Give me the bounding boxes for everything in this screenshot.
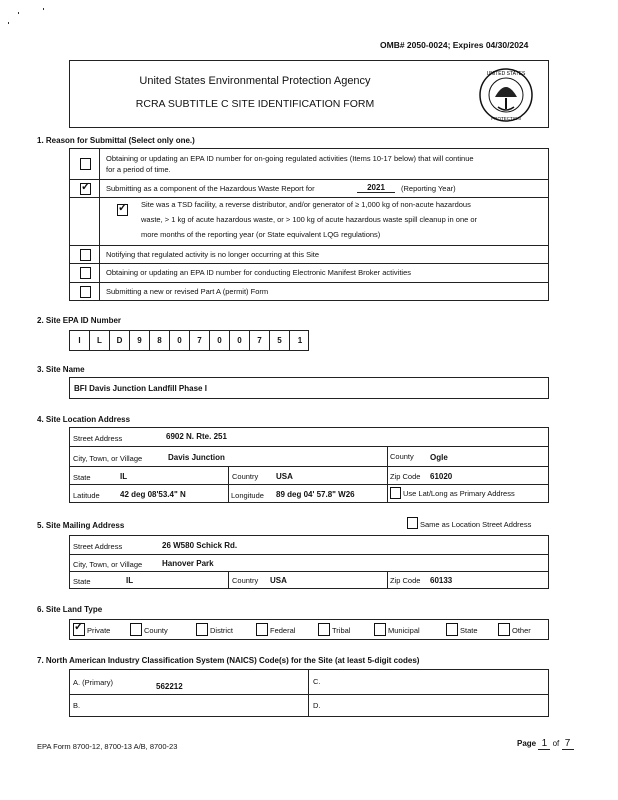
reason-4-checkbox[interactable] <box>80 267 91 279</box>
agency-name: United States Environmental Protection Agency <box>139 75 371 87</box>
reason-2a-line-3: more months of the reporting year (or State equivalent LQG regulations) <box>141 230 381 239</box>
loc-city-label: City, Town, or Village <box>73 454 143 463</box>
section-2-title: 2. Site EPA ID Number <box>37 316 122 325</box>
mail-country-value[interactable]: USA <box>270 576 287 585</box>
latitude-value[interactable]: 42 deg 08'53.4" N <box>120 490 186 499</box>
mail-zip-label: Zip Code <box>390 576 421 585</box>
epa-id-digit: I <box>70 331 90 350</box>
loc-zip-label: Zip Code <box>390 472 421 481</box>
site-name-field[interactable] <box>69 377 549 399</box>
land-type-district-label: District <box>210 626 233 635</box>
reason-5-checkbox[interactable] <box>80 286 91 298</box>
reporting-year[interactable]: 2021 <box>357 183 395 193</box>
reason-5-label: Submitting a new or revised Part A (permit) Form <box>106 287 269 296</box>
mail-street-value[interactable]: 26 W580 Schick Rd. <box>162 541 238 550</box>
mail-state-value[interactable]: IL <box>126 576 134 585</box>
loc-street-value[interactable]: 6902 N. Rte. 251 <box>166 432 227 441</box>
longitude-label: Longitude <box>231 491 264 500</box>
epa-id-digit: D <box>110 331 130 350</box>
location-address-table <box>69 427 549 503</box>
mail-city-label: City, Town, or Village <box>73 560 143 569</box>
naics-a-value[interactable]: 562212 <box>156 682 183 691</box>
naics-c-label: C. <box>313 677 321 686</box>
naics-b-label: B. <box>73 701 81 710</box>
section-5-title: 5. Site Mailing Address <box>37 521 125 530</box>
land-type-private-checkbox[interactable]: ✓ <box>73 623 85 636</box>
section-7-title: 7. North American Industry Classification System (NAICS) Code(s) for the Site (at least 5-digit codes) <box>37 656 420 665</box>
land-type-other-checkbox[interactable] <box>498 623 510 636</box>
of-label: of <box>552 739 560 748</box>
land-type-table <box>69 619 549 640</box>
loc-county-value[interactable]: Ogle <box>430 453 448 462</box>
epa-id-digit: 5 <box>270 331 290 350</box>
form-number: EPA Form 8700-12, 8700-13 A/B, 8700-23 <box>37 742 178 751</box>
use-latlong-checkbox[interactable] <box>390 487 401 499</box>
epa-id-digit: 0 <box>230 331 250 350</box>
page-number: 1 <box>538 738 550 750</box>
reason-3-checkbox[interactable] <box>80 249 91 261</box>
reason-2a-line-1: Site was a TSD facility, a reverse distributor, and/or generator of ≥ 1,000 kg of non-acute hazardous <box>141 200 471 209</box>
land-type-private-label: Private <box>87 626 111 635</box>
epa-id-digit: L <box>90 331 110 350</box>
latitude-label: Latitude <box>73 491 100 500</box>
reason-1-label-cont: for a period of time. <box>106 165 171 174</box>
section-4-title: 4. Site Location Address <box>37 415 131 424</box>
mail-city-value[interactable]: Hanover Park <box>162 559 214 568</box>
reason-2-label: Submitting as a component of the Hazardous Waste Report for <box>106 184 315 193</box>
mail-state-label: State <box>73 577 91 586</box>
loc-state-value[interactable]: IL <box>120 472 128 481</box>
naics-table <box>69 669 549 717</box>
epa-id-digit: 1 <box>297 336 303 345</box>
epa-seal-icon <box>478 67 534 123</box>
epa-id-number[interactable] <box>69 330 309 351</box>
section-6-title: 6. Site Land Type <box>37 605 103 614</box>
land-type-other-label: Other <box>512 626 531 635</box>
section-3-title: 3. Site Name <box>37 365 85 374</box>
same-as-location-checkbox[interactable] <box>407 517 418 529</box>
epa-id-digit: 7 <box>250 331 270 350</box>
loc-street-label: Street Address <box>73 434 123 443</box>
reason-table <box>69 148 549 301</box>
epa-id-digit: 0 <box>170 331 190 350</box>
naics-d-label: D. <box>313 701 321 710</box>
reason-2a-checkbox[interactable]: ✓ <box>118 202 128 214</box>
mail-country-label: Country <box>232 576 259 585</box>
land-type-state-label: State <box>460 626 478 635</box>
land-type-municipal-checkbox[interactable] <box>374 623 386 636</box>
reporting-year-suffix: (Reporting Year) <box>401 184 456 193</box>
page-indicator <box>517 738 574 750</box>
reason-1-checkbox[interactable] <box>80 158 91 170</box>
form-header-box <box>69 60 549 128</box>
land-type-tribal-label: Tribal <box>332 626 351 635</box>
land-type-county-label: County <box>144 626 168 635</box>
form-title: RCRA SUBTITLE C SITE IDENTIFICATION FORM <box>135 98 375 110</box>
loc-country-value[interactable]: USA <box>276 472 293 481</box>
naics-a-label: A. (Primary) <box>73 678 113 687</box>
loc-country-label: Country <box>232 472 259 481</box>
loc-zip-value[interactable]: 61020 <box>430 472 453 481</box>
mail-zip-value[interactable]: 60133 <box>430 576 453 585</box>
page-label: Page <box>517 739 537 748</box>
reason-4-label: Obtaining or updating an EPA ID number for conducting Electronic Manifest Broker activities <box>106 268 412 277</box>
land-type-county-checkbox[interactable] <box>130 623 142 636</box>
epa-id-digit: 7 <box>190 331 210 350</box>
reason-2-checkbox[interactable]: ✓ <box>81 181 91 193</box>
use-latlong-label: Use Lat/Long as Primary Address <box>403 489 515 498</box>
longitude-value[interactable]: 89 deg 04' 57.8" W26 <box>276 490 355 499</box>
epa-id-digit: 0 <box>210 331 230 350</box>
mail-street-label: Street Address <box>73 542 123 551</box>
loc-city-value[interactable]: Davis Junction <box>168 453 225 462</box>
epa-id-digit: 8 <box>150 331 170 350</box>
land-type-municipal-label: Municipal <box>388 626 420 635</box>
reason-3-label: Notifying that regulated activity is no longer occurring at this Site <box>106 250 320 259</box>
land-type-federal-checkbox[interactable] <box>256 623 268 636</box>
land-type-federal-label: Federal <box>270 626 296 635</box>
reason-2a-line-2: waste, > 1 kg of acute hazardous waste, or > 100 kg of acute hazardous waste spill cleanup in one or <box>141 215 478 224</box>
same-as-location-label: Same as Location Street Address <box>420 520 532 529</box>
reason-1-label: Obtaining or updating an EPA ID number for on-going regulated activities (Items 10-17 below) that will continue <box>106 154 474 163</box>
loc-state-label: State <box>73 473 91 482</box>
total-pages: 7 <box>562 738 574 750</box>
section-1-title: 1. Reason for Submittal (Select only one.) <box>37 136 195 145</box>
land-type-tribal-checkbox[interactable] <box>318 623 330 636</box>
svg-text:UNITED STATES: UNITED STATES <box>486 71 526 77</box>
site-name-value: BFI Davis Junction Landfill Phase I <box>74 384 207 393</box>
land-type-district-checkbox[interactable] <box>196 623 208 636</box>
svg-text:PROTECTION: PROTECTION <box>491 116 521 121</box>
mailing-address-table <box>69 535 549 589</box>
epa-id-digit: 9 <box>130 331 150 350</box>
loc-county-label: County <box>390 452 414 461</box>
land-type-state-checkbox[interactable] <box>446 623 458 636</box>
omb-number: OMB# 2050-0024; Expires 04/30/2024 <box>380 40 529 50</box>
